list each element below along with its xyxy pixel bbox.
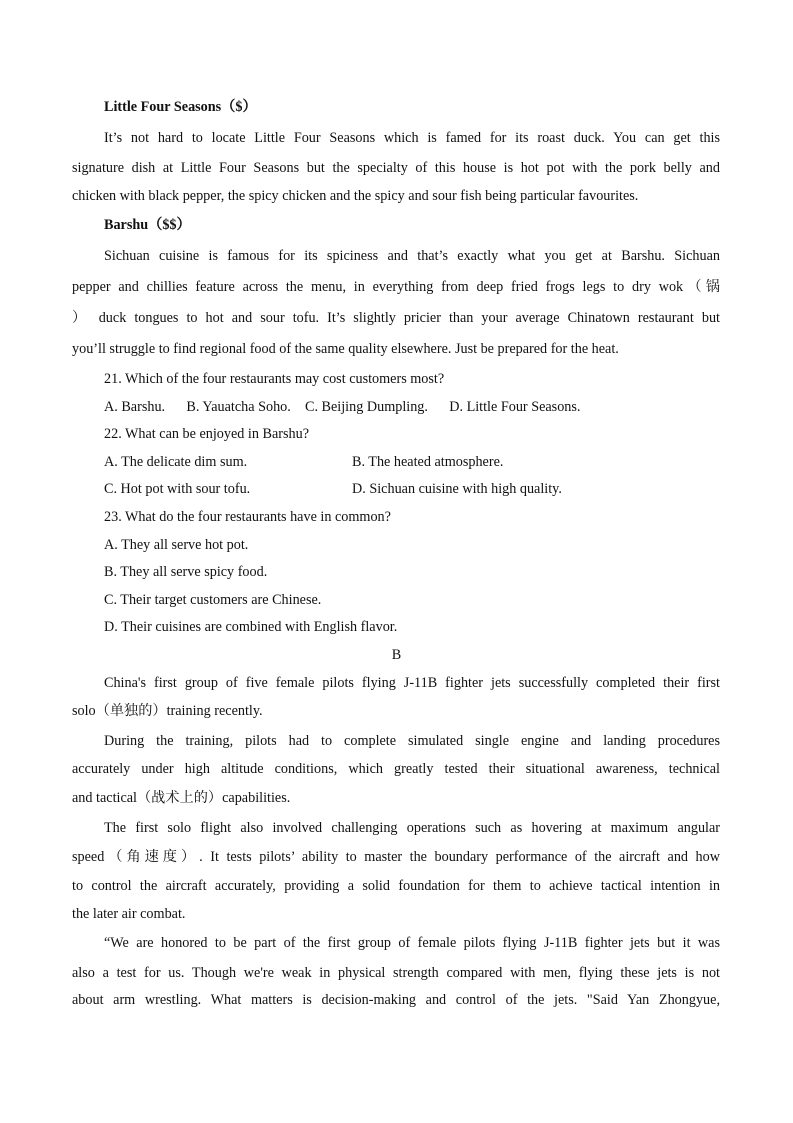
question-23: 23. What do the four restaurants have in common?	[104, 509, 391, 525]
question-22-option-a: A. The delicate dim sum.	[104, 454, 248, 470]
paragraph-line: about arm wrestling. What matters is decision-making and control of the jets. "Said Yan Zhongyue,	[72, 992, 720, 1008]
question-23-option-b: B. They all serve spicy food.	[104, 564, 268, 580]
question-21-options: A. Barshu. B. Yauatcha Soho. C. Beijing Dumpling. D. Little Four Seasons.	[104, 399, 581, 415]
paragraph-line: speed（角速度）. It tests pilots’ ability to master the boundary performance of the aircraft and how	[72, 849, 720, 865]
question-22-option-b: B. The heated atmosphere.	[352, 454, 504, 470]
paragraph-line: “We are honored to be part of the first group of female pilots flying J-11B fighter jets but it was	[104, 935, 720, 951]
paragraph-line: solo（单独的）training recently.	[72, 703, 263, 719]
question-23-option-c: C. Their target customers are Chinese.	[104, 592, 322, 608]
paragraph-line: ） duck tongues to hot and sour tofu. It’s slightly pricier than your average Chinatown restaurant but	[72, 310, 720, 326]
paragraph-line: signature dish at Little Four Seasons but the specialty of this house is hot pot with the pork belly and	[72, 160, 720, 176]
restaurant-heading-barshu: Barshu（$$）	[104, 217, 191, 233]
paragraph-line: to control the aircraft accurately, providing a solid foundation for them to achieve tactical intention in	[72, 878, 720, 894]
question-22-option-c: C. Hot pot with sour tofu.	[104, 481, 251, 497]
paragraph-line: pepper and chillies feature across the menu, in everything from deep fried frogs legs to dry wok（锅	[72, 279, 720, 295]
paragraph-line: you’ll struggle to find regional food of the same quality elsewhere. Just be prepared for the heat.	[72, 341, 619, 357]
question-22: 22. What can be enjoyed in Barshu?	[104, 426, 309, 442]
paragraph-line: accurately under high altitude conditions, which greatly tested their situational awareness, technical	[72, 761, 720, 777]
paragraph-line: During the training, pilots had to complete simulated single engine and landing procedures	[104, 733, 720, 749]
paragraph-line: the later air combat.	[72, 906, 186, 922]
paragraph-line: China's first group of five female pilots flying J-11B fighter jets successfully completed their first	[104, 675, 720, 691]
paragraph-line: Sichuan cuisine is famous for its spiciness and that’s exactly what you get at Barshu. Sichuan	[104, 248, 720, 264]
paragraph-line: also a test for us. Though we're weak in physical strength compared with men, flying these jets is not	[72, 965, 720, 981]
paragraph-line: It’s not hard to locate Little Four Seasons which is famed for its roast duck. You can get this	[104, 130, 720, 146]
paragraph-line: and tactical（战术上的）capabilities.	[72, 790, 291, 806]
section-label-b: B	[391, 647, 402, 663]
paragraph-line: The first solo flight also involved challenging operations such as hovering at maximum angular	[104, 820, 720, 836]
question-23-option-a: A. They all serve hot pot.	[104, 537, 249, 553]
paragraph-line: chicken with black pepper, the spicy chicken and the spicy and sour fish being particular favourites.	[72, 188, 639, 204]
question-22-option-d: D. Sichuan cuisine with high quality.	[352, 481, 562, 497]
question-23-option-d: D. Their cuisines are combined with English flavor.	[104, 619, 398, 635]
restaurant-heading-little-four-seasons: Little Four Seasons（$）	[104, 99, 257, 115]
question-21: 21. Which of the four restaurants may cost customers most?	[104, 371, 445, 387]
